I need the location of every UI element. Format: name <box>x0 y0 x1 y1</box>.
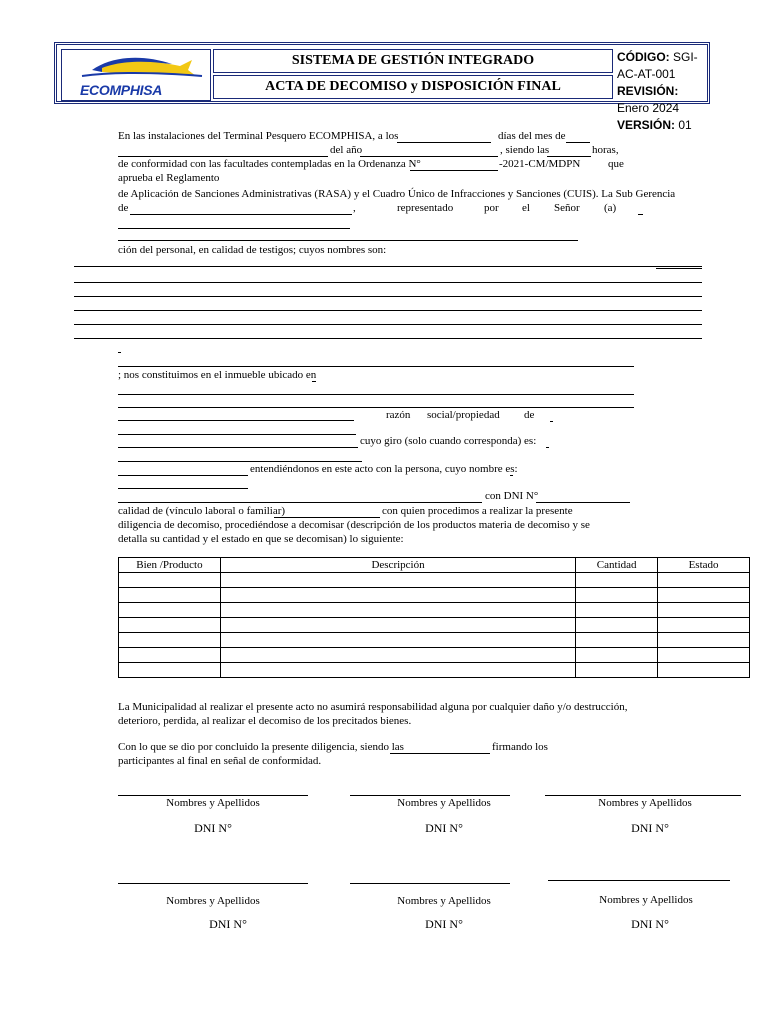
logo-text: ECOMPHISA <box>80 82 163 98</box>
seized-items-table <box>118 557 750 678</box>
line-2b: , siendo las <box>500 144 550 156</box>
line-5: de Aplicación de Sanciones Administrativas (RASA) y el Cuadro Único de Infracciones y Sanciones (CUIS). La Sub Gerencia <box>118 188 676 200</box>
witness-line-3[interactable] <box>74 296 702 297</box>
blank-mark[interactable] <box>118 352 121 353</box>
blank-sub-gerencia[interactable] <box>130 214 352 215</box>
line-1b: días del mes de <box>498 130 566 142</box>
closing-p2b: firmando los <box>492 741 548 753</box>
signature-name-label-5: Nombres y Apellidos <box>397 895 491 907</box>
table-row[interactable] <box>119 663 750 678</box>
line-2a: del año <box>330 144 363 156</box>
signature-dni-label-4: DNI N° <box>209 917 247 931</box>
line-6f: Señor <box>554 202 580 214</box>
blank-year[interactable] <box>360 156 498 157</box>
blank-giro-pre[interactable] <box>118 447 358 448</box>
table-row[interactable] <box>119 618 750 633</box>
blank-days[interactable] <box>397 142 491 143</box>
blank-address-start[interactable] <box>312 381 316 382</box>
closing-p2c: participantes al final en señal de conformidad. <box>118 755 322 767</box>
line-1a: En las instalaciones del Terminal Pesquero ECOMPHISA, a los <box>118 130 399 142</box>
fish-logo-icon <box>62 50 210 84</box>
document-title: ACTA DE DECOMISO y DISPOSICIÓN FINAL <box>213 75 613 99</box>
col-header-description: Descripción <box>220 558 575 573</box>
signature-line-4[interactable] <box>118 883 308 884</box>
signature-dni-label-3: DNI N° <box>631 821 669 835</box>
revision-value: Enero 2024 <box>617 101 680 115</box>
line-6a: de <box>118 202 129 214</box>
line-6e: el <box>522 202 530 214</box>
col-header-product: Bien /Producto <box>119 558 221 573</box>
witness-line-5[interactable] <box>74 324 702 325</box>
blank-sr[interactable] <box>638 214 643 215</box>
document-header <box>54 42 710 132</box>
table-row[interactable] <box>119 603 750 618</box>
blank-month-2[interactable] <box>118 156 328 157</box>
line-10: cuyo giro (solo cuando corresponda) es: <box>360 435 537 447</box>
version-label: VERSIÓN: <box>617 118 676 132</box>
line-13b: con quien procedimos a realizar la presente <box>382 505 573 517</box>
blank-giro[interactable] <box>546 447 549 448</box>
blank-owner[interactable] <box>118 434 356 435</box>
line-7: ción del personal, en calidad de testigos; cuyos nombres son: <box>118 244 387 256</box>
logo-cell <box>61 49 211 101</box>
line-6b: , <box>353 202 356 214</box>
signature-line-2[interactable] <box>350 795 510 796</box>
signature-name-label-3: Nombres y Apellidos <box>598 797 692 809</box>
line-4: aprueba el Reglamento <box>118 172 220 184</box>
signature-dni-label-1: DNI N° <box>194 821 232 835</box>
blank-identification[interactable] <box>118 240 578 241</box>
blank-giro-2[interactable] <box>118 461 362 462</box>
line-6d: por <box>484 202 499 214</box>
revision-label: REVISIÓN: <box>617 84 679 98</box>
blank-ordinance[interactable] <box>410 170 498 171</box>
closing-p1b: deterioro, perdida, al realizar el decomiso de los precitados bienes. <box>118 715 412 727</box>
closing-p2a: Con lo que se dio por concluido la presente diligencia, siendo las <box>118 741 404 753</box>
table-row[interactable] <box>119 648 750 663</box>
witness-line-2[interactable] <box>74 282 702 283</box>
line-12: con DNI N° <box>485 490 539 502</box>
signature-line-1[interactable] <box>118 795 308 796</box>
signature-name-label-6: Nombres y Apellidos <box>599 894 693 906</box>
blank-representative[interactable] <box>118 228 350 229</box>
line-9a: razón <box>386 409 411 421</box>
blank-dni[interactable] <box>536 502 630 503</box>
blank-person-name[interactable] <box>118 502 482 503</box>
line-13a: calidad de (vínculo laboral o familiar) <box>118 505 286 517</box>
blank-closing-hours[interactable] <box>390 753 490 754</box>
blank-person-pre[interactable] <box>118 475 248 476</box>
col-header-state: Estado <box>658 558 750 573</box>
signature-name-label-1: Nombres y Apellidos <box>166 797 260 809</box>
col-header-quantity: Cantidad <box>576 558 658 573</box>
blank-relationship[interactable] <box>274 517 380 518</box>
witness-line-4[interactable] <box>74 310 702 311</box>
table-row[interactable] <box>119 588 750 603</box>
line-14: diligencia de decomiso, procediéndose a decomisar (descripción de los productos materia de decomiso y se <box>118 519 590 531</box>
blank-person-2[interactable] <box>118 488 248 489</box>
table-body <box>119 573 750 678</box>
version-value: 01 <box>675 118 692 132</box>
line-8: ; nos constituimos en el inmueble ubicado en <box>118 369 317 381</box>
system-title: SISTEMA DE GESTIÓN INTEGRADO <box>213 49 613 73</box>
table-row[interactable] <box>119 633 750 648</box>
line-15: detalla su cantidad y el estado en que se decomisan) lo siguiente: <box>118 533 404 545</box>
blank-hours[interactable] <box>547 156 591 157</box>
signature-line-6[interactable] <box>548 880 730 881</box>
blank-line-a[interactable] <box>118 366 634 367</box>
signature-dni-label-2: DNI N° <box>425 821 463 835</box>
signature-name-label-4: Nombres y Apellidos <box>166 895 260 907</box>
line-6c: representado <box>397 202 454 214</box>
line-6g: (a) <box>604 202 617 214</box>
line-3c: que <box>608 158 624 170</box>
witness-line-6[interactable] <box>74 338 702 339</box>
document-metadata <box>617 49 707 132</box>
blank-person[interactable] <box>510 475 513 476</box>
signature-line-5[interactable] <box>350 883 510 884</box>
line-3a: de conformidad con las facultades contempladas en la Ordenanza N° <box>118 158 421 170</box>
witness-line-1b[interactable] <box>656 268 702 269</box>
signature-line-3[interactable] <box>545 795 741 796</box>
blank-address-1[interactable] <box>118 394 634 395</box>
line-11: entendiéndonos en este acto con la persona, cuyo nombre es: <box>250 463 518 475</box>
blank-razon[interactable] <box>118 420 354 421</box>
line-2c: horas, <box>592 144 619 156</box>
signature-dni-label-5: DNI N° <box>425 917 463 931</box>
table-row[interactable] <box>119 573 750 588</box>
blank-of[interactable] <box>550 421 553 422</box>
line-9b: social/propiedad <box>427 409 500 421</box>
blank-month[interactable] <box>566 142 590 143</box>
signature-dni-label-6: DNI N° <box>631 917 669 931</box>
blank-address-2[interactable] <box>118 407 634 408</box>
line-3b: -2021-CM/MDPN <box>499 158 581 170</box>
closing-p1a: La Municipalidad al realizar el presente acto no asumirá responsabilidad alguna por cualquier daño y/o destrucción, <box>118 701 628 713</box>
line-9c: de <box>524 409 535 421</box>
code-value: SGI-AC-AT-001 <box>617 50 698 81</box>
signature-name-label-2: Nombres y Apellidos <box>397 797 491 809</box>
code-label: CÓDIGO: <box>617 50 670 64</box>
witness-line-1[interactable] <box>74 266 702 267</box>
